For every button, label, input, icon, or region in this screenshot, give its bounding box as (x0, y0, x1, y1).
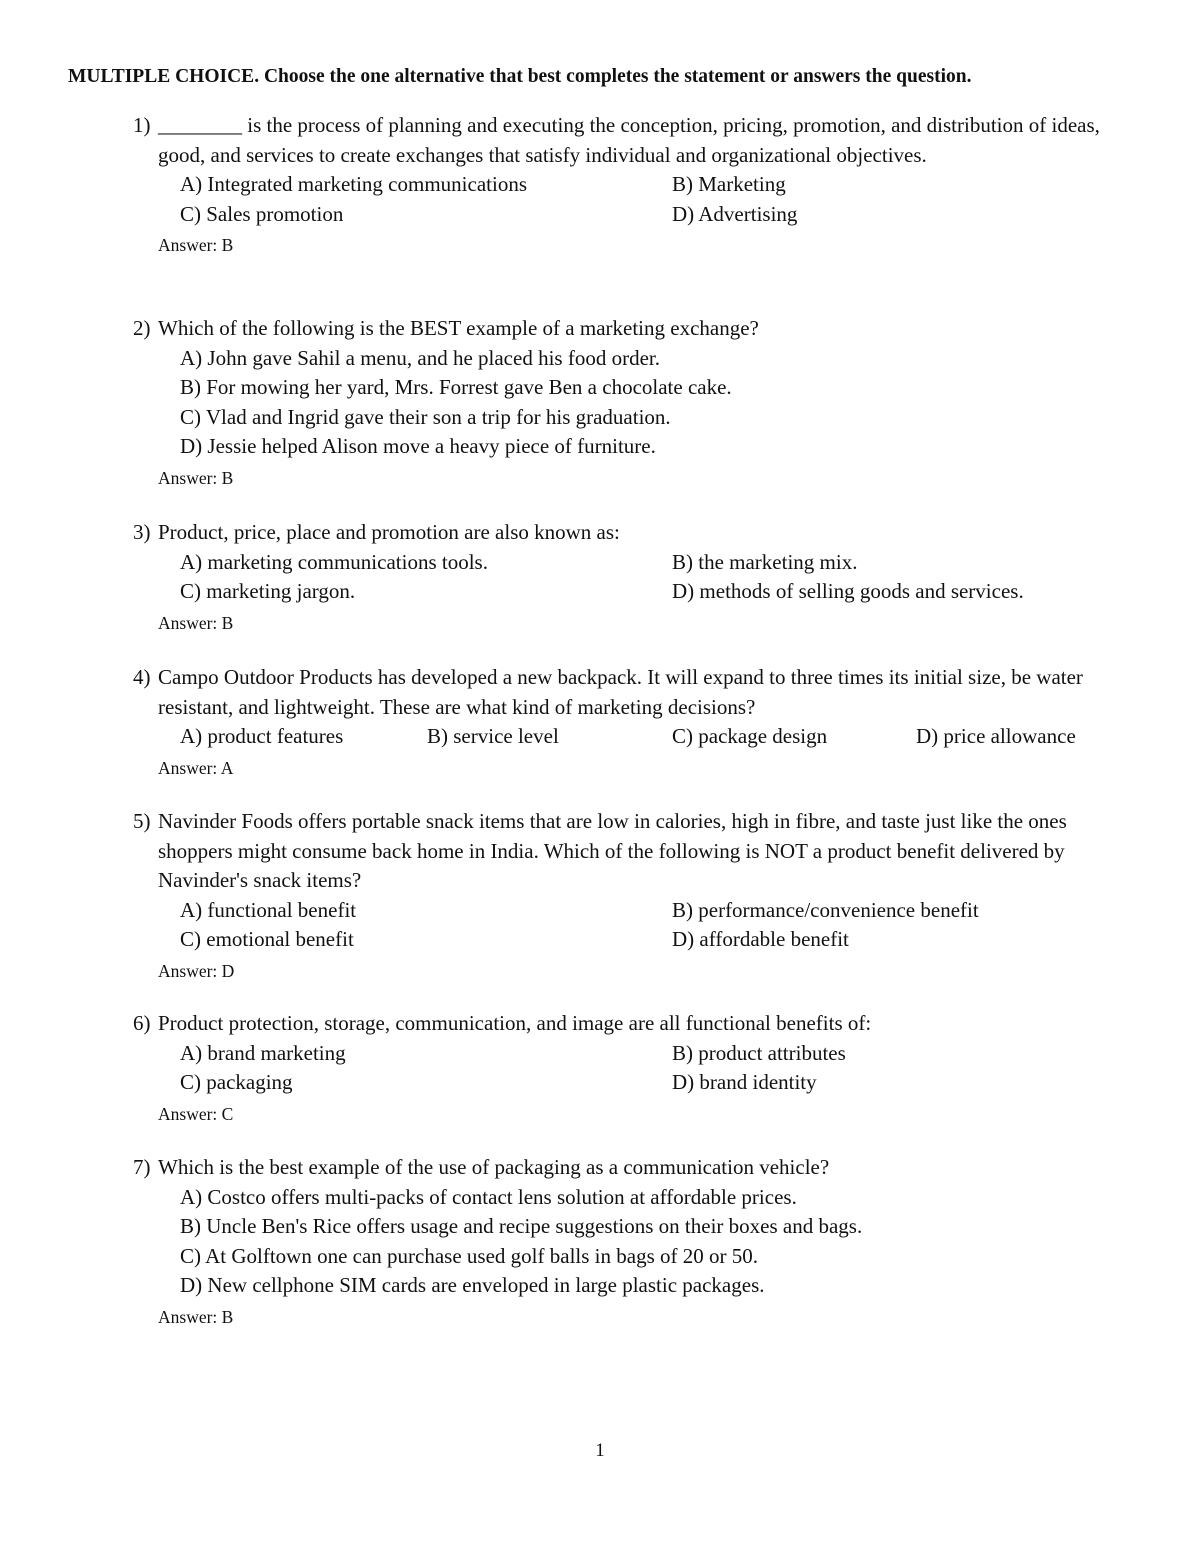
question-text: Product, price, place and promotion are also known as: (158, 520, 620, 544)
option-text: price allowance (943, 724, 1076, 748)
section-label: MULTIPLE CHOICE. (68, 66, 260, 87)
option-b (672, 548, 857, 578)
option-text: emotional benefit (206, 927, 354, 951)
page-number: 1 (595, 1440, 605, 1461)
option-d (672, 1068, 817, 1098)
option-letter: C) (180, 404, 201, 429)
option-text: package design (698, 724, 828, 748)
question-number: 3) (133, 520, 151, 544)
options-list (0, 1183, 1200, 1301)
option-c (180, 403, 671, 433)
option-c (180, 1242, 758, 1272)
option-a (180, 1183, 797, 1213)
question-text: Navinder Foods offers portable snack items that are low in calories, high in fibre, and taste just like the ones shoppers might consume back home in India. Which of the following is NOT a product benefit delivered by Navinder's snack items? (158, 809, 1067, 892)
option-letter: B) (672, 1040, 693, 1065)
question-text: Campo Outdoor Products has developed a new backpack. It will expand to three times its initial size, be water resistant, and lightweight. These are what kind of marketing decisions? (158, 665, 1083, 719)
option-letter: B) (180, 1214, 201, 1238)
option-text: brand marketing (207, 1040, 346, 1065)
option-letter: D) (672, 1070, 695, 1094)
option-b (672, 170, 786, 200)
option-text: New cellphone SIM cards are enveloped in large plastic packages. (207, 1273, 765, 1297)
option-b (180, 1212, 862, 1242)
question-stem (0, 518, 1108, 548)
option-d (180, 1271, 765, 1301)
answer-key: Answer: B (158, 235, 234, 255)
option-letter: B) (180, 375, 201, 399)
options-grid (0, 170, 1200, 229)
options-list (0, 344, 1200, 462)
option-c (180, 925, 354, 955)
option-text: Uncle Ben's Rice offers usage and recipe suggestions on their boxes and bags. (206, 1214, 863, 1238)
question-stem (0, 663, 1108, 722)
option-a (180, 896, 356, 926)
question-stem (0, 807, 1108, 896)
option-b (672, 1039, 846, 1069)
question-number: 7) (133, 1155, 151, 1179)
options-grid (0, 548, 1200, 607)
answer-key: Answer: D (158, 960, 235, 981)
option-letter: D) (916, 724, 939, 748)
option-text: Jessie helped Alison move a heavy piece of furniture. (207, 434, 656, 458)
options-grid (0, 1039, 1200, 1098)
section-header (68, 66, 971, 88)
question-text: ________ is the process of planning and executing the conception, pricing, promotion, and distribution of ideas, good, and services to create exchanges that satisfy individual and organizational objectives. (158, 113, 1100, 167)
options-row (0, 722, 1200, 752)
option-text: service level (453, 724, 559, 748)
option-text: John gave Sahil a menu, and he placed his food order. (207, 345, 660, 370)
option-letter: B) (427, 724, 448, 748)
option-text: performance/convenience benefit (698, 897, 979, 922)
option-b (672, 896, 979, 926)
question-number: 2) (133, 316, 151, 340)
option-letter: C) (672, 724, 693, 748)
question-6 (0, 1009, 1200, 1129)
question-number: 5) (133, 809, 151, 833)
option-text: marketing jargon. (206, 579, 356, 603)
question-text: Product protection, storage, communication, and image are all functional benefits of: (158, 1011, 872, 1035)
option-letter: C) (180, 579, 201, 603)
question-text: Which of the following is the BEST example of a marketing exchange? (158, 316, 759, 340)
option-letter: A) (180, 1040, 203, 1065)
question-2 (0, 314, 1200, 493)
question-text: Which is the best example of the use of packaging as a communication vehicle? (158, 1155, 830, 1179)
option-b (180, 373, 732, 403)
option-letter: C) (180, 1070, 201, 1094)
option-text: methods of selling goods and services. (699, 579, 1024, 603)
question-stem (0, 111, 1108, 170)
option-a (180, 722, 343, 752)
options-grid (0, 896, 1200, 955)
option-letter: A) (180, 549, 203, 574)
answer-key: Answer: B (158, 1306, 234, 1327)
option-d (672, 577, 1024, 607)
option-c (672, 722, 827, 752)
question-4 (0, 663, 1200, 783)
question-1 (0, 111, 1200, 260)
option-text: Costco offers multi-packs of contact lens solution at affordable prices. (207, 1184, 797, 1209)
question-5 (0, 807, 1200, 986)
option-letter: A) (180, 1184, 203, 1209)
option-letter: D) (672, 201, 695, 226)
option-d (672, 925, 849, 955)
option-c (180, 577, 355, 607)
option-letter: B) (672, 549, 693, 574)
option-text: Sales promotion (206, 201, 344, 226)
question-number: 1) (133, 113, 151, 137)
section-instruction: Choose the one alternative that best completes the statement or answers the question. (263, 66, 972, 87)
option-text: brand identity (699, 1070, 817, 1094)
option-letter: C) (180, 927, 201, 951)
option-text: the marketing mix. (698, 549, 858, 574)
option-letter: B) (672, 897, 693, 922)
option-c (180, 1068, 293, 1098)
option-a (180, 1039, 346, 1069)
option-b (427, 722, 559, 752)
option-text: At Golftown one can purchase used golf balls in bags of 20 or 50. (205, 1243, 758, 1268)
question-number: 6) (133, 1011, 151, 1035)
option-letter: D) (180, 434, 203, 458)
answer-key: Answer: A (158, 757, 234, 778)
option-text: product attributes (698, 1040, 846, 1065)
option-letter: A) (180, 897, 203, 922)
option-letter: A) (180, 345, 203, 370)
option-d (672, 200, 797, 230)
question-3 (0, 518, 1200, 638)
question-stem (0, 314, 1108, 344)
question-number: 4) (133, 665, 151, 689)
answer-key: Answer: B (158, 612, 234, 633)
option-text: Advertising (698, 201, 798, 226)
option-letter: A) (180, 172, 203, 196)
option-letter: C) (180, 201, 201, 226)
option-a (180, 170, 527, 200)
question-7 (0, 1153, 1200, 1332)
answer-key: Answer: C (158, 1103, 234, 1124)
option-letter: D) (672, 927, 695, 951)
answer-key: Answer: B (158, 467, 234, 488)
option-text: Marketing (698, 172, 786, 196)
option-letter: D) (672, 579, 695, 603)
option-text: product features (207, 724, 344, 748)
option-text: functional benefit (207, 897, 357, 922)
option-c (180, 200, 343, 230)
option-text: Vlad and Ingrid gave their son a trip for his graduation. (205, 404, 671, 429)
option-letter: C) (180, 1243, 201, 1268)
option-text: Integrated marketing communications (207, 172, 527, 196)
option-a (180, 548, 488, 578)
option-a (180, 344, 660, 374)
option-text: marketing communications tools. (207, 549, 488, 574)
option-text: affordable benefit (699, 927, 849, 951)
option-letter: D) (180, 1273, 203, 1297)
option-letter: B) (672, 172, 693, 196)
question-stem (0, 1153, 1108, 1183)
option-text: packaging (206, 1070, 293, 1094)
question-stem (0, 1009, 1108, 1039)
option-d (916, 722, 1076, 752)
option-text: For mowing her yard, Mrs. Forrest gave Ben a chocolate cake. (206, 375, 732, 399)
option-d (180, 432, 656, 462)
option-letter: A) (180, 724, 203, 748)
